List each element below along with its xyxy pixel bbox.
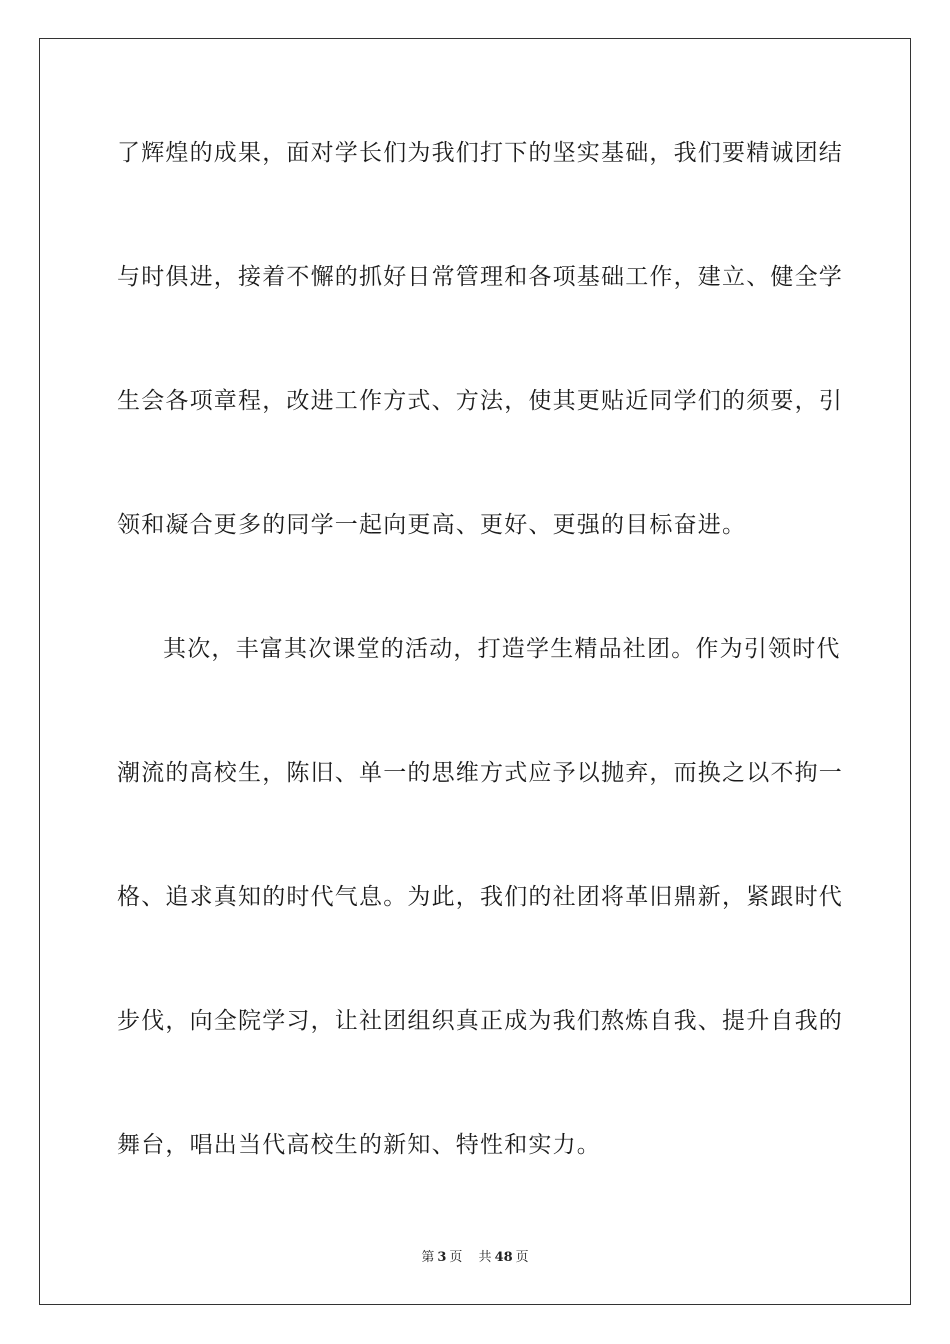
page-prefix: 第 [421,1250,435,1265]
total-indicator [476,1250,532,1265]
paragraph-line: 与时俱进，接着不懈的抓好日常管理和各项基础工作，建立、健全学 [117,264,843,290]
page-suffix: 页 [449,1250,463,1265]
paragraph-line: 了辉煌的成果，面对学长们为我们打下的坚实基础，我们要精诚团结 [117,140,843,166]
paragraph-line: 格、追求真知的时代气息。为此，我们的社团将革旧鼎新，紧跟时代 [117,884,843,910]
total-pages: 48 [494,1250,513,1265]
document-body [117,122,843,1238]
page-number: 3 [437,1250,447,1265]
page-indicator [418,1250,465,1265]
paragraph-line: 步伐，向全院学习，让社团组织真正成为我们熬炼自我、提升自我的 [117,1008,843,1034]
paragraph-line: 生会各项章程，改进工作方式、方法，使其更贴近同学们的须要，引 [117,388,843,414]
paragraph-line: 舞台，唱出当代高校生的新知、特性和实力。 [117,1132,601,1158]
paragraph-line: 潮流的高校生，陈旧、单一的思维方式应予以抛弃，而换之以不拘一 [117,760,843,786]
total-prefix: 共 [478,1250,492,1265]
page-footer [0,1246,950,1265]
paragraph-line: 其次，丰富其次课堂的活动，打造学生精品社团。作为引领时代 [163,636,841,662]
total-suffix: 页 [515,1250,529,1265]
paragraph-line: 领和凝合更多的同学一起向更高、更好、更强的目标奋进。 [117,512,747,538]
